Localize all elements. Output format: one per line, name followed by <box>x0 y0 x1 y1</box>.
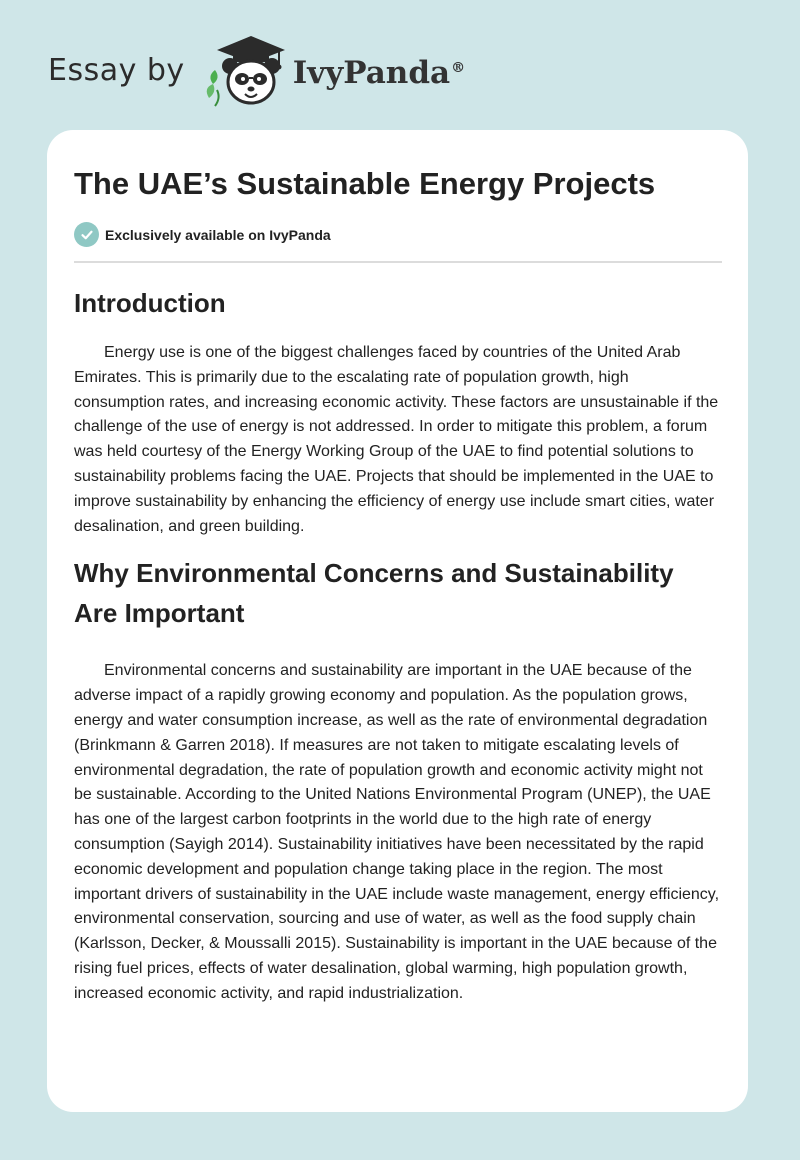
exclusive-notice <box>74 222 722 247</box>
brand-name[interactable]: IvyPanda® <box>292 55 466 91</box>
site-header <box>48 30 465 110</box>
panda-logo-icon[interactable] <box>199 32 291 108</box>
section-paragraph-introduction: Energy use is one of the biggest challenges faced by countries of the United Arab Emirates. This is primarily due to the escalating rate of population growth, high consumption rates, and increasing economic activity. These factors are unsustainable if the challenge of the use of energy is not addressed. In order to mitigate this problem, a forum was held courtesy of the Energy Working Group of the UAE to find potential solutions to sustainability problems facing the UAE. Projects that should be implemented in the UAE to improve sustainability by enhancing the efficiency of energy use include smart cities, water desalination, and green building. <box>74 344 719 535</box>
check-icon <box>74 222 99 247</box>
section-heading-introduction: Introduction <box>74 288 226 318</box>
section-paragraph-why-important: Environmental concerns and sustainability are important in the UAE because of the adverse impact of a rapidly growing economy and population. As the population grows, energy and water consumption increase, as well as the rate of environmental degradation (Brinkmann & Garren 2018). If measures are not taken to mitigate escalating levels of environmental degradation, the rate of population growth and economic activity might not be sustainable. According to the United Nations Environmental Program (UNEP), the UAE has one of the largest carbon footprints in the world due to the high rate of energy consumption (Sayigh 2014). Sustainability initiatives have been necessitated by the rapid economic development and population change taking place in the region. The most important drivers of sustainability in the UAE include waste management, energy efficiency, environmental conservation, sourcing and use of water, as well as the food supply chain (Karlsson, Decker, & Moussalli 2015). Sustainability is important in the UAE because of the rising fuel prices, effects of water desalination, global warming, high population growth, increased economic activity, and rapid industrialization. <box>74 662 720 1002</box>
page-title: The UAE’s Sustainable Energy Projects <box>74 166 656 201</box>
exclusive-label: Exclusively available on IvyPanda <box>105 226 331 243</box>
section-heading-why-important: Why Environmental Concerns and Sustainability Are Important <box>74 558 674 629</box>
brand-prefix: Essay by <box>48 52 185 88</box>
divider <box>74 261 722 263</box>
article-card <box>47 130 748 1112</box>
